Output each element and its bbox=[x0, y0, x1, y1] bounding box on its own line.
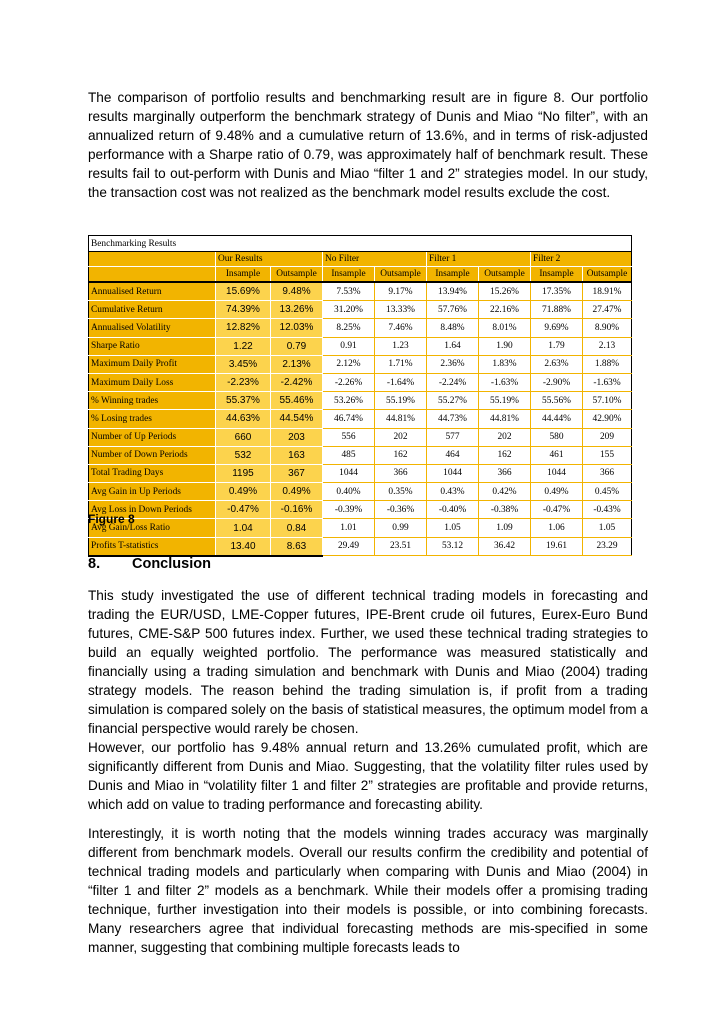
row-label: Annualised Return bbox=[89, 282, 216, 301]
table-cell: 15.69% bbox=[216, 282, 271, 301]
table-cell: 44.63% bbox=[216, 410, 271, 428]
table-cell: 1.09 bbox=[479, 519, 531, 537]
table-cell: 7.53% bbox=[323, 282, 375, 301]
table-cell: 55.56% bbox=[531, 392, 583, 410]
table-cell: 44.44% bbox=[531, 410, 583, 428]
subheader: Insample bbox=[427, 267, 479, 283]
table-cell: 46.74% bbox=[323, 410, 375, 428]
table-cell: 1.05 bbox=[583, 519, 632, 537]
table-cell: -0.47% bbox=[216, 501, 271, 519]
row-label: Profits T-statistics bbox=[89, 537, 216, 556]
table-cell: 12.03% bbox=[271, 319, 323, 337]
table-row bbox=[89, 373, 632, 391]
subheader: Insample bbox=[531, 267, 583, 283]
table-cell: 464 bbox=[427, 446, 479, 464]
conclusion-paragraph: This study investigated the use of different technical trading models in forecasting and trading the EUR/USD, LME-Copper futures, IPE-Brent crude oil futures, Eurex-Euro Bund futures, CME-S&P 500 futures index. Further, we used these technical trading strategies to build an equally weighted portfolio. The performance was measured statistically and financially using a trading simulation and benchmark with Dunis and Miao (2004) trading strategy models. The reason behind the trading simulation is, if profit from a trading simulation is compared solely on the basis of statistical measures, the optimum model from a financial perspective would rarely be chosen. bbox=[88, 588, 648, 736]
row-label: Annualised Volatility bbox=[89, 319, 216, 337]
table-cell: 1.90 bbox=[479, 337, 531, 355]
table-cell: 0.45% bbox=[583, 483, 632, 501]
table-cell: 209 bbox=[583, 428, 632, 446]
subheader: Insample bbox=[216, 267, 271, 283]
table-cell: 202 bbox=[479, 428, 531, 446]
table-cell: 580 bbox=[531, 428, 583, 446]
table-cell: 485 bbox=[323, 446, 375, 464]
table-cell: 1.71% bbox=[375, 355, 427, 373]
group-header: Our Results bbox=[216, 252, 323, 267]
table-cell: 1.04 bbox=[216, 519, 271, 537]
table-cell: 44.81% bbox=[479, 410, 531, 428]
table-cell: 31.20% bbox=[323, 301, 375, 319]
table-cell: 74.39% bbox=[216, 301, 271, 319]
table-cell: 1044 bbox=[427, 464, 479, 482]
table-cell: 18.91% bbox=[583, 282, 632, 301]
table-cell: -0.16% bbox=[271, 501, 323, 519]
table-cell: 8.25% bbox=[323, 319, 375, 337]
table-cell: 556 bbox=[323, 428, 375, 446]
table-cell: -1.63% bbox=[583, 373, 632, 391]
table-row bbox=[89, 301, 632, 319]
table-group-header-row bbox=[89, 252, 632, 267]
subheader: Insample bbox=[323, 267, 375, 283]
table-cell: 162 bbox=[375, 446, 427, 464]
table-cell: 2.63% bbox=[531, 355, 583, 373]
conclusion-paragraph: Interestingly, it is worth noting that the models winning trades accuracy was marginally different from benchmark models. Overall our results confirm the credibility and potential of technical trading models and particularly when comparing with Dunis and Miao (2004) in “filter 1 and filter 2” models as a benchmark. While their models offer a promising trading technique, further investigation into their models is possible, or into combining forecasts. Many researchers agree that individual forecasting methods are mis-specified in some manner, suggesting that combining multiple forecasts leads to bbox=[88, 826, 648, 955]
table-cell: 9.48% bbox=[271, 282, 323, 301]
row-label: Total Trading Days bbox=[89, 464, 216, 482]
table-cell: 12.82% bbox=[216, 319, 271, 337]
table-row bbox=[89, 410, 632, 428]
row-label: % Losing trades bbox=[89, 410, 216, 428]
intro-paragraph: The comparison of portfolio results and benchmarking result are in figure 8. Our portfolio results marginally outperform the benchmark strategy of Dunis and Miao “No filter”, with an annualized return of 9.48% and a cumulative return of 13.6%, and in terms of risk-adjusted performance with a Sharpe ratio of 0.79, was approximately half of benchmark result. These results fail to out-perform with Dunis and Miao “filter 1 and 2” strategies model. In our study, the transaction cost was not realized as the benchmark model results exclude the cost. bbox=[88, 90, 648, 200]
table-cell: 366 bbox=[583, 464, 632, 482]
table-cell: 1.01 bbox=[323, 519, 375, 537]
table-cell: 0.84 bbox=[271, 519, 323, 537]
table-cell: 0.49% bbox=[216, 483, 271, 501]
table-cell: 71.88% bbox=[531, 301, 583, 319]
table-cell: 55.37% bbox=[216, 392, 271, 410]
table-cell: 0.79 bbox=[271, 337, 323, 355]
table-cell: 36.42 bbox=[479, 537, 531, 556]
row-label: Number of Up Periods bbox=[89, 428, 216, 446]
table-cell: 0.49% bbox=[531, 483, 583, 501]
table-cell: 44.73% bbox=[427, 410, 479, 428]
table-cell: 23.29 bbox=[583, 537, 632, 556]
table-body bbox=[89, 282, 632, 556]
table-title-row bbox=[89, 236, 632, 252]
table-cell: 0.42% bbox=[479, 483, 531, 501]
table-cell: 1.64 bbox=[427, 337, 479, 355]
table-cell: 9.17% bbox=[375, 282, 427, 301]
table-cell: 9.69% bbox=[531, 319, 583, 337]
table-cell: -0.38% bbox=[479, 501, 531, 519]
benchmarking-results-table bbox=[88, 235, 632, 557]
table-cell: -2.42% bbox=[271, 373, 323, 391]
header-blank bbox=[89, 252, 216, 267]
table-cell: 17.35% bbox=[531, 282, 583, 301]
table-cell: 53.12 bbox=[427, 537, 479, 556]
table-cell: 0.91 bbox=[323, 337, 375, 355]
table-cell: 1044 bbox=[531, 464, 583, 482]
table-cell: 2.36% bbox=[427, 355, 479, 373]
table-cell: 53.26% bbox=[323, 392, 375, 410]
group-header: No Filter bbox=[323, 252, 427, 267]
table-cell: 57.76% bbox=[427, 301, 479, 319]
table-cell: 29.49 bbox=[323, 537, 375, 556]
table-cell: 155 bbox=[583, 446, 632, 464]
table-row bbox=[89, 446, 632, 464]
table-row bbox=[89, 282, 632, 301]
table-cell: 2.13% bbox=[271, 355, 323, 373]
table-cell: -2.26% bbox=[323, 373, 375, 391]
row-label: Cumulative Return bbox=[89, 301, 216, 319]
subheader: Outsample bbox=[375, 267, 427, 283]
table-cell: 0.35% bbox=[375, 483, 427, 501]
table-cell: 1.88% bbox=[583, 355, 632, 373]
table-cell: 44.81% bbox=[375, 410, 427, 428]
row-label: Number of Down Periods bbox=[89, 446, 216, 464]
row-label: Avg Loss in Down Periods bbox=[89, 501, 216, 519]
table-row bbox=[89, 464, 632, 482]
table-cell: 3.45% bbox=[216, 355, 271, 373]
table-cell: 0.99 bbox=[375, 519, 427, 537]
section-title: Conclusion bbox=[132, 556, 211, 572]
table-row bbox=[89, 537, 632, 556]
table-cell: 23.51 bbox=[375, 537, 427, 556]
table-cell: 366 bbox=[375, 464, 427, 482]
table-cell: 0.49% bbox=[271, 483, 323, 501]
table-cell: 1044 bbox=[323, 464, 375, 482]
table-cell: -0.40% bbox=[427, 501, 479, 519]
table-cell: 15.26% bbox=[479, 282, 531, 301]
table-cell: 2.12% bbox=[323, 355, 375, 373]
subheader: Outsample bbox=[479, 267, 531, 283]
table-cell: 202 bbox=[375, 428, 427, 446]
table-cell: 0.40% bbox=[323, 483, 375, 501]
table-cell: -0.39% bbox=[323, 501, 375, 519]
table-cell: 367 bbox=[271, 464, 323, 482]
table-cell: 1195 bbox=[216, 464, 271, 482]
table-cell: 163 bbox=[271, 446, 323, 464]
row-label: Maximum Daily Loss bbox=[89, 373, 216, 391]
table-cell: 2.13 bbox=[583, 337, 632, 355]
table-cell: 8.90% bbox=[583, 319, 632, 337]
table-cell: 13.33% bbox=[375, 301, 427, 319]
table-cell: 1.83% bbox=[479, 355, 531, 373]
row-label: Avg Gain/Loss Ratio bbox=[89, 519, 216, 537]
table-cell: 1.05 bbox=[427, 519, 479, 537]
table-cell: -2.24% bbox=[427, 373, 479, 391]
table-cell: 7.46% bbox=[375, 319, 427, 337]
table-cell: 44.54% bbox=[271, 410, 323, 428]
group-header: Filter 1 bbox=[427, 252, 531, 267]
table-cell: 0.43% bbox=[427, 483, 479, 501]
table-row bbox=[89, 319, 632, 337]
section-number: 8. bbox=[88, 556, 101, 572]
table-cell: 577 bbox=[427, 428, 479, 446]
table-cell: 1.79 bbox=[531, 337, 583, 355]
row-label: % Winning trades bbox=[89, 392, 216, 410]
group-header: Filter 2 bbox=[531, 252, 632, 267]
table-cell: 8.01% bbox=[479, 319, 531, 337]
table-row bbox=[89, 355, 632, 373]
table-subheader-row bbox=[89, 267, 632, 283]
table-cell: 8.63 bbox=[271, 537, 323, 556]
table-cell: 1.22 bbox=[216, 337, 271, 355]
table-cell: 55.19% bbox=[479, 392, 531, 410]
table-cell: -2.90% bbox=[531, 373, 583, 391]
table-cell: 203 bbox=[271, 428, 323, 446]
table-cell: 55.27% bbox=[427, 392, 479, 410]
table-cell: 461 bbox=[531, 446, 583, 464]
header-blank bbox=[89, 267, 216, 283]
table-cell: -0.43% bbox=[583, 501, 632, 519]
table-row bbox=[89, 428, 632, 446]
table-cell: -1.64% bbox=[375, 373, 427, 391]
table-cell: -2.23% bbox=[216, 373, 271, 391]
table-row bbox=[89, 519, 632, 537]
table-cell: 19.61 bbox=[531, 537, 583, 556]
conclusion-paragraph: However, our portfolio has 9.48% annual return and 13.26% cumulated profit, which are significantly different from Dunis and Miao. Suggesting, that the volatility filter rules used by Dunis and Miao in “volatility filter 1 and filter 2” strategies are profitable and provide returns, which add on value to trading performance and forecasting ability. bbox=[88, 740, 648, 812]
table-row bbox=[89, 483, 632, 501]
table-cell: 55.19% bbox=[375, 392, 427, 410]
row-label: Sharpe Ratio bbox=[89, 337, 216, 355]
table-cell: 27.47% bbox=[583, 301, 632, 319]
subheader: Outsample bbox=[271, 267, 323, 283]
table-row bbox=[89, 337, 632, 355]
figure-caption: Figure 8 bbox=[88, 512, 135, 526]
table-cell: 13.40 bbox=[216, 537, 271, 556]
table-cell: 366 bbox=[479, 464, 531, 482]
table-cell: 42.90% bbox=[583, 410, 632, 428]
table-cell: -0.36% bbox=[375, 501, 427, 519]
table-cell: 8.48% bbox=[427, 319, 479, 337]
table-cell: 1.23 bbox=[375, 337, 427, 355]
table-cell: 660 bbox=[216, 428, 271, 446]
table-cell: 13.26% bbox=[271, 301, 323, 319]
table-cell: -1.63% bbox=[479, 373, 531, 391]
table-row bbox=[89, 392, 632, 410]
table-cell: 162 bbox=[479, 446, 531, 464]
subheader: Outsample bbox=[583, 267, 632, 283]
row-label: Maximum Daily Profit bbox=[89, 355, 216, 373]
table-row bbox=[89, 501, 632, 519]
table-cell: 22.16% bbox=[479, 301, 531, 319]
row-label: Avg Gain in Up Periods bbox=[89, 483, 216, 501]
table-cell: 1.06 bbox=[531, 519, 583, 537]
table-cell: -0.47% bbox=[531, 501, 583, 519]
table-cell: 13.94% bbox=[427, 282, 479, 301]
table-title: Benchmarking Results bbox=[89, 236, 632, 252]
table-cell: 55.46% bbox=[271, 392, 323, 410]
table-cell: 532 bbox=[216, 446, 271, 464]
table-cell: 57.10% bbox=[583, 392, 632, 410]
